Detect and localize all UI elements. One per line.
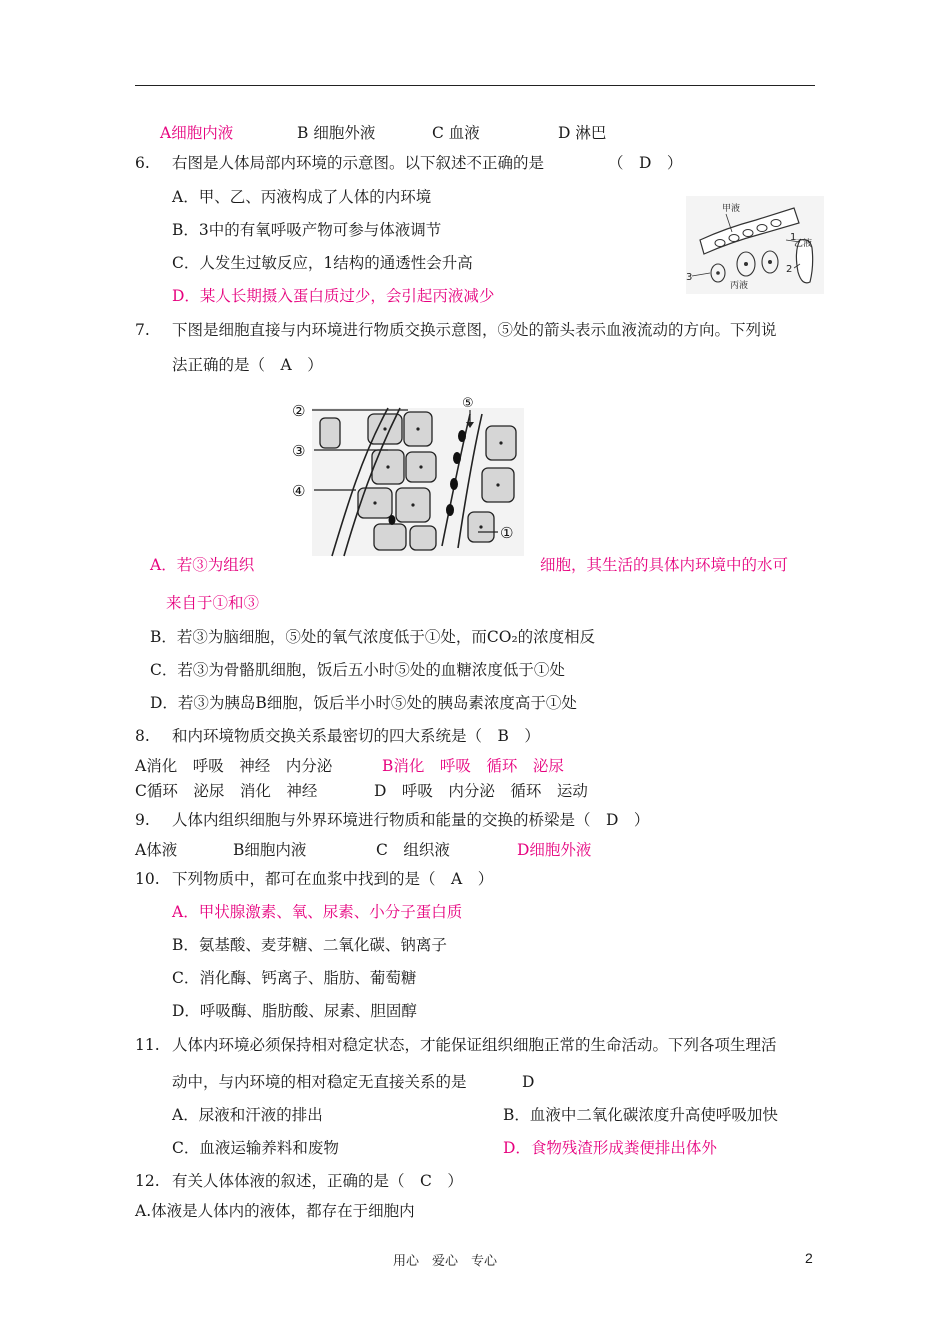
q6-label-3: 3 [686, 272, 693, 283]
q11-stem-line2: 动中，与内环境的相对稳定无直接关系的是 [172, 1073, 467, 1091]
q6-label-bing: 丙液 [730, 281, 749, 291]
q5-option-d: D 淋巴 [558, 124, 607, 142]
q5-option-b: B 细胞外液 [297, 124, 376, 142]
q10-option-c: C．消化酶、钙离子、脂肪、葡萄糖 [172, 969, 417, 987]
q11-number: 11. [135, 1036, 160, 1054]
q10-option-d: D．呼吸酶、脂肪酸、尿素、胆固醇 [172, 1002, 417, 1020]
q10-stem: 下列物质中，都可在血浆中找到的是（ A ） [172, 870, 494, 888]
q9-option-d: D细胞外液 [517, 841, 592, 859]
q10-option-a: A．甲状腺激素、氧、尿素、小分子蛋白质 [172, 903, 463, 921]
q12-option-a: A.体液是人体内的液体，都存在于细胞内 [135, 1202, 415, 1220]
q9-option-a: A体液 [135, 841, 178, 859]
q9-stem: 人体内组织细胞与外界环境进行物质和能量的交换的桥梁是（ D ） [172, 811, 650, 829]
q6-label-1: 1 [790, 232, 797, 243]
q8-option-c: C循环 泌尿 消化 神经 [135, 782, 318, 800]
q7-label-5: ⑤ [462, 396, 474, 411]
q6-stem: 右图是人体局部内环境的示意图。以下叙述不正确的是 [172, 154, 545, 172]
q12-stem: 有关人体体液的叙述，正确的是（ C ） [172, 1172, 463, 1190]
q12-number: 12. [135, 1172, 160, 1190]
q6-answer: （ D ） [608, 154, 683, 172]
q7-label-1: ① [500, 524, 514, 542]
header-rule [135, 85, 815, 86]
q11-option-c: C．血液运输养料和废物 [172, 1139, 339, 1157]
q9-option-c: C 组织液 [376, 841, 450, 859]
q5-option-a: A细胞内液 [160, 124, 234, 142]
q11-option-b: B．血液中二氧化碳浓度升高使呼吸加快 [503, 1106, 778, 1124]
q6-option-a: A．甲、乙、丙液构成了人体的内环境 [172, 188, 432, 206]
q7-stem-line2: 法正确的是（ A ） [172, 356, 323, 374]
q8-option-a: A消化 呼吸 神经 内分泌 [135, 757, 333, 775]
page-footer: 用心 爱心 专心 [393, 1254, 498, 1269]
q8-option-d: D 呼吸 内分泌 循环 运动 [374, 782, 588, 800]
q6-label-jia: 甲液 [722, 204, 741, 214]
q7-label-4: ④ [292, 482, 306, 500]
q7-option-c: C．若③为骨骼肌细胞，饭后五小时⑤处的血糖浓度低于①处 [150, 661, 565, 679]
q7-stem-line1: 下图是细胞直接与内环境进行物质交换示意图，⑤处的箭头表示血液流动的方向。下列说 [172, 321, 777, 339]
q9-number: 9. [135, 811, 150, 829]
q7-option-a-part2: 细胞，其生活的具体内环境中的水可 [540, 556, 789, 574]
q7-option-a-line2: 来自于①和③ [166, 594, 260, 612]
q6-option-c: C．人发生过敏反应，1结构的通透性会升高 [172, 254, 473, 272]
q7-option-a-part1: A．若③为组织 [150, 556, 255, 574]
q9-option-b: B细胞内液 [233, 841, 307, 859]
q10-option-b: B．氨基酸、麦芽糖、二氧化碳、钠离子 [172, 936, 447, 954]
q7-label-3: ③ [292, 442, 306, 460]
q11-option-d: D．食物残渣形成粪便排出体外 [503, 1139, 717, 1157]
q7-option-b: B．若③为脑细胞，⑤处的氧气浓度低于①处，而CO₂的浓度相反 [150, 628, 596, 646]
q11-answer: D [522, 1073, 535, 1091]
q7-option-d: D．若③为胰岛B细胞，饭后半小时⑤处的胰岛素浓度高于①处 [150, 694, 577, 712]
q6-label-2: 2 [786, 264, 793, 275]
q5-option-c: C 血液 [432, 124, 480, 142]
q10-number: 10. [135, 870, 160, 888]
q7-label-2: ② [292, 402, 306, 420]
q8-number: 8. [135, 727, 150, 745]
q11-option-a: A．尿液和汗液的排出 [172, 1106, 323, 1124]
q8-option-b: B消化 呼吸 循环 泌尿 [382, 757, 564, 775]
q6-label-yi: 乙液 [794, 239, 813, 249]
page-number: 2 [805, 1250, 813, 1266]
q7-cell-exchange-figure [292, 396, 528, 558]
q6-option-d: D．某人长期摄入蛋白质过少，会引起丙液减少 [172, 287, 495, 305]
q6-number: 6. [135, 154, 150, 172]
q8-stem: 和内环境物质交换关系最密切的四大系统是（ B ） [172, 727, 540, 745]
q7-number: 7. [135, 321, 150, 339]
q11-stem-line1: 人体内环境必须保持相对稳定状态，才能保证组织细胞正常的生命活动。下列各项生理活 [172, 1036, 777, 1054]
q6-tissue-figure [686, 196, 824, 294]
q6-option-b: B．3中的有氧呼吸产物可参与体液调节 [172, 221, 442, 239]
